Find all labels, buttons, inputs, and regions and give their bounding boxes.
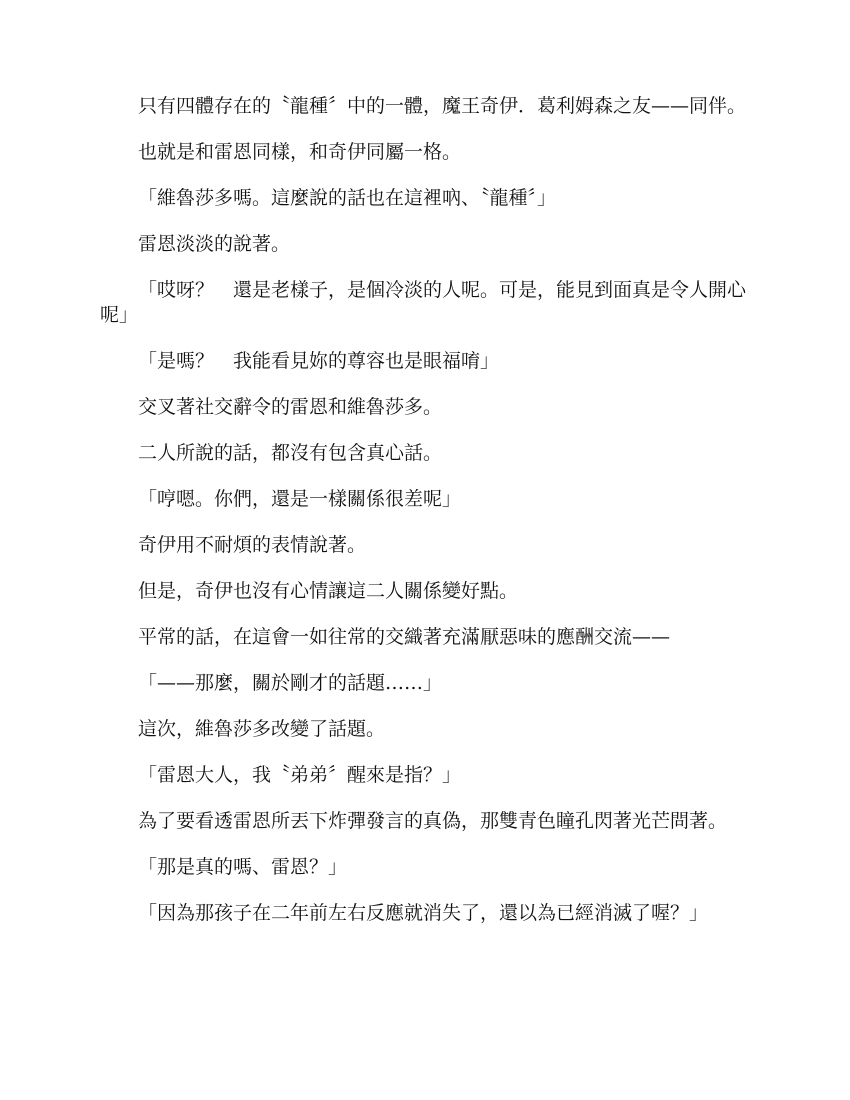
paragraph: 交叉著社交辭令的雷恩和維魯莎多。 xyxy=(138,396,443,418)
paragraph: 也就是和雷恩同樣，和奇伊同屬一格。 xyxy=(138,141,462,163)
paragraph: 「維魯莎多嗎。這麼說的話也在這裡吶、〝龍種〞」 xyxy=(138,187,557,209)
paragraph: 為了要看透雷恩所丟下炸彈發言的真偽，那雙青色瞳孔閃著光芒問著。 xyxy=(138,810,728,832)
paragraph: 「——那麼，關於剛才的話題……」 xyxy=(138,672,443,694)
paragraph: 雷恩淡淡的說著。 xyxy=(138,233,291,255)
document-page xyxy=(100,94,760,947)
paragraph: 這次，維魯莎多改變了話題。 xyxy=(138,718,386,740)
paragraph: 「那是真的嗎、雷恩？」 xyxy=(138,856,348,878)
paragraph: 「因為那孩子在二年前左右反應就消失了，還以為已經消滅了喔？」 xyxy=(138,902,709,924)
paragraph: 「哼嗯。你們，還是一樣關係很差呢」 xyxy=(138,488,462,510)
paragraph: 「雷恩大人，我〝弟弟〞醒來是指？」 xyxy=(138,764,462,786)
paragraph: 只有四體存在的〝龍種〞中的一體，魔王奇伊．葛利姆森之友——同伴。 xyxy=(138,95,747,117)
paragraph: 「哎呀？ 還是老樣子，是個冷淡的人呢。可是，能見到面真是令人開心呢」 xyxy=(100,279,747,326)
paragraph: 平常的話，在這會一如往常的交織著充滿厭惡味的應酬交流—— xyxy=(138,626,671,648)
paragraph: 「是嗎？ 我能看見妳的尊容也是眼福唷」 xyxy=(138,350,500,372)
paragraph: 但是，奇伊也沒有心情讓這二人關係變好點。 xyxy=(138,580,519,602)
paragraph: 奇伊用不耐煩的表情說著。 xyxy=(138,534,367,556)
paragraph: 二人所說的話，都沒有包含真心話。 xyxy=(138,442,443,464)
